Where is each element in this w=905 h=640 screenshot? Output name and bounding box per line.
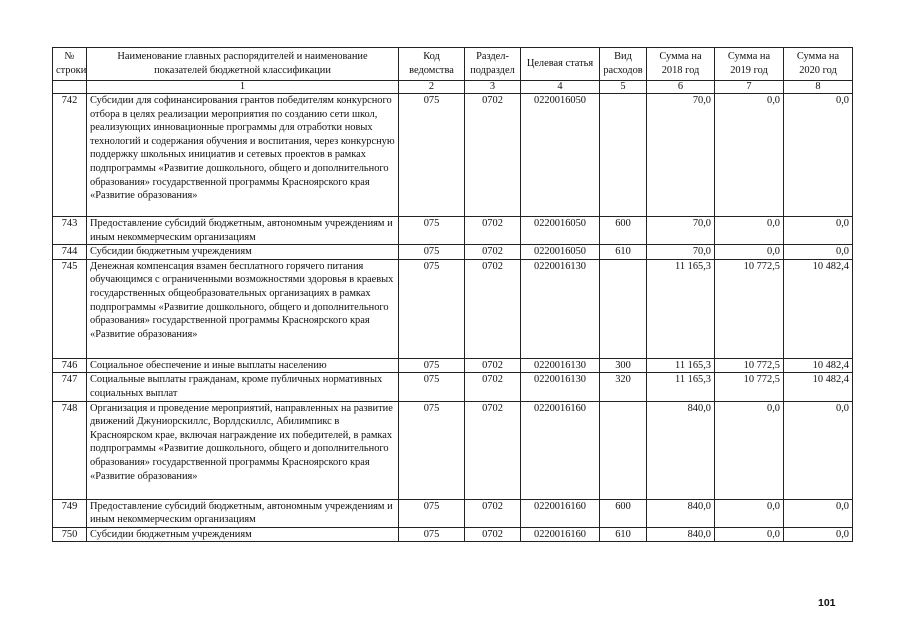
row-sum-2018: 11 165,3 bbox=[647, 373, 715, 401]
row-expense-type bbox=[600, 401, 647, 499]
row-name: Субсидии бюджетным учреждениям bbox=[87, 527, 399, 542]
table-row bbox=[53, 401, 853, 499]
page-number: 101 bbox=[818, 597, 836, 609]
row-sum-2018: 840,0 bbox=[647, 499, 715, 527]
row-dept-code: 075 bbox=[399, 245, 465, 260]
row-name: Социальные выплаты гражданам, кроме публичных нормативных социальных выплат bbox=[87, 373, 399, 401]
row-section: 0702 bbox=[465, 527, 521, 542]
row-expense-type bbox=[600, 259, 647, 358]
row-sum-2019: 10 772,5 bbox=[715, 259, 784, 358]
row-expense-type: 300 bbox=[600, 358, 647, 373]
row-number: 749 bbox=[53, 499, 87, 527]
row-expense-type: 600 bbox=[600, 499, 647, 527]
row-number: 745 bbox=[53, 259, 87, 358]
row-expense-type: 610 bbox=[600, 527, 647, 542]
row-sum-2020: 0,0 bbox=[784, 94, 853, 217]
row-section: 0702 bbox=[465, 373, 521, 401]
table-row bbox=[53, 373, 853, 401]
row-expense-type: 600 bbox=[600, 217, 647, 245]
row-sum-2020: 10 482,4 bbox=[784, 259, 853, 358]
row-target-article: 0220016130 bbox=[521, 373, 600, 401]
table-row bbox=[53, 499, 853, 527]
row-sum-2020: 0,0 bbox=[784, 217, 853, 245]
column-number-row bbox=[53, 81, 853, 94]
row-target-article: 0220016050 bbox=[521, 245, 600, 260]
header-sum-2019: Сумма на 2019 год bbox=[715, 48, 784, 81]
row-target-article: 0220016160 bbox=[521, 401, 600, 499]
row-section: 0702 bbox=[465, 259, 521, 358]
table-row bbox=[53, 245, 853, 260]
row-expense-type: 320 bbox=[600, 373, 647, 401]
row-name: Социальное обеспечение и иные выплаты населению bbox=[87, 358, 399, 373]
row-sum-2018: 70,0 bbox=[647, 245, 715, 260]
row-sum-2019: 0,0 bbox=[715, 94, 784, 217]
row-sum-2019: 0,0 bbox=[715, 401, 784, 499]
table-row bbox=[53, 94, 853, 217]
row-name: Предоставление субсидий бюджетным, автономным учреждениям и иным некоммерческим организациям bbox=[87, 499, 399, 527]
row-number: 746 bbox=[53, 358, 87, 373]
column-number: 4 bbox=[521, 81, 600, 94]
header-dept-code: Код ведомства bbox=[399, 48, 465, 81]
header-target-article: Целевая статья bbox=[521, 48, 600, 81]
row-section: 0702 bbox=[465, 401, 521, 499]
table-row bbox=[53, 358, 853, 373]
row-expense-type: 610 bbox=[600, 245, 647, 260]
row-dept-code: 075 bbox=[399, 373, 465, 401]
column-number: 8 bbox=[784, 81, 853, 94]
table-row bbox=[53, 217, 853, 245]
row-sum-2018: 11 165,3 bbox=[647, 358, 715, 373]
header-sum-2018: Сумма на 2018 год bbox=[647, 48, 715, 81]
row-section: 0702 bbox=[465, 499, 521, 527]
row-target-article: 0220016130 bbox=[521, 358, 600, 373]
row-sum-2018: 840,0 bbox=[647, 527, 715, 542]
row-sum-2019: 0,0 bbox=[715, 499, 784, 527]
column-number: 3 bbox=[465, 81, 521, 94]
row-number: 747 bbox=[53, 373, 87, 401]
column-number bbox=[53, 81, 87, 94]
header-sum-2020: Сумма на 2020 год bbox=[784, 48, 853, 81]
row-sum-2020: 0,0 bbox=[784, 401, 853, 499]
budget-table bbox=[52, 47, 853, 542]
row-target-article: 0220016160 bbox=[521, 527, 600, 542]
row-dept-code: 075 bbox=[399, 499, 465, 527]
row-sum-2018: 840,0 bbox=[647, 401, 715, 499]
row-number: 744 bbox=[53, 245, 87, 260]
row-sum-2020: 0,0 bbox=[784, 499, 853, 527]
row-name: Субсидии для софинансирования грантов победителям конкурсного отбора в целях реализации мероприятия по созданию сети школ, реализующих инновационные программы для отработки новых технологий и содержания обучения и воспитания, через конкурсную поддержку школьных инициатив и сетевых проектов в рамках подпрограммы «Развитие дошкольного, общего и дополнительного образования» государственной программы Красноярского края «Развитие образования» bbox=[87, 94, 399, 217]
row-number: 742 bbox=[53, 94, 87, 217]
row-sum-2019: 0,0 bbox=[715, 217, 784, 245]
row-dept-code: 075 bbox=[399, 358, 465, 373]
row-sum-2019: 0,0 bbox=[715, 245, 784, 260]
column-number: 5 bbox=[600, 81, 647, 94]
row-dept-code: 075 bbox=[399, 94, 465, 217]
row-sum-2019: 10 772,5 bbox=[715, 358, 784, 373]
row-target-article: 0220016050 bbox=[521, 217, 600, 245]
row-dept-code: 075 bbox=[399, 401, 465, 499]
row-expense-type bbox=[600, 94, 647, 217]
column-number: 2 bbox=[399, 81, 465, 94]
row-number: 748 bbox=[53, 401, 87, 499]
column-number: 7 bbox=[715, 81, 784, 94]
row-sum-2018: 70,0 bbox=[647, 217, 715, 245]
header-row bbox=[53, 48, 853, 81]
row-name: Субсидии бюджетным учреждениям bbox=[87, 245, 399, 260]
row-dept-code: 075 bbox=[399, 259, 465, 358]
row-target-article: 0220016050 bbox=[521, 94, 600, 217]
header-section: Раздел-подраздел bbox=[465, 48, 521, 81]
row-target-article: 0220016130 bbox=[521, 259, 600, 358]
header-row-number: № строки bbox=[53, 48, 87, 81]
row-dept-code: 075 bbox=[399, 217, 465, 245]
row-name: Организация и проведение мероприятий, направленных на развитие движений Джуниорскиллс, Ворлдскиллс, Абилимпикс в Красноярском крае, включая награждение их победителей, в рамках подпрограммы «Развитие дошкольного, общего и дополнительного образования» государственной программы Красноярского края «Развитие образования» bbox=[87, 401, 399, 499]
table-row bbox=[53, 527, 853, 542]
row-sum-2020: 10 482,4 bbox=[784, 373, 853, 401]
row-name: Денежная компенсация взамен бесплатного горячего питания обучающимся с ограниченными возможностями здоровья в краевых государственных общеобразовательных организациях в рамках подпрограммы «Развитие дошкольного, общего и дополнительного образования» государственной программы Красноярского края «Развитие образования» bbox=[87, 259, 399, 358]
header-name: Наименование главных распорядителей и наименование показателей бюджетной классификации bbox=[87, 48, 399, 81]
row-dept-code: 075 bbox=[399, 527, 465, 542]
row-sum-2020: 0,0 bbox=[784, 527, 853, 542]
column-number: 1 bbox=[87, 81, 399, 94]
header-expense-type: Вид расходов bbox=[600, 48, 647, 81]
table-row bbox=[53, 259, 853, 358]
row-number: 750 bbox=[53, 527, 87, 542]
row-number: 743 bbox=[53, 217, 87, 245]
row-sum-2019: 10 772,5 bbox=[715, 373, 784, 401]
row-section: 0702 bbox=[465, 217, 521, 245]
row-target-article: 0220016160 bbox=[521, 499, 600, 527]
row-sum-2019: 0,0 bbox=[715, 527, 784, 542]
row-section: 0702 bbox=[465, 94, 521, 217]
row-sum-2018: 70,0 bbox=[647, 94, 715, 217]
row-name: Предоставление субсидий бюджетным, автономным учреждениям и иным некоммерческим организациям bbox=[87, 217, 399, 245]
column-number: 6 bbox=[647, 81, 715, 94]
row-sum-2020: 10 482,4 bbox=[784, 358, 853, 373]
row-section: 0702 bbox=[465, 245, 521, 260]
row-sum-2020: 0,0 bbox=[784, 245, 853, 260]
row-section: 0702 bbox=[465, 358, 521, 373]
row-sum-2018: 11 165,3 bbox=[647, 259, 715, 358]
